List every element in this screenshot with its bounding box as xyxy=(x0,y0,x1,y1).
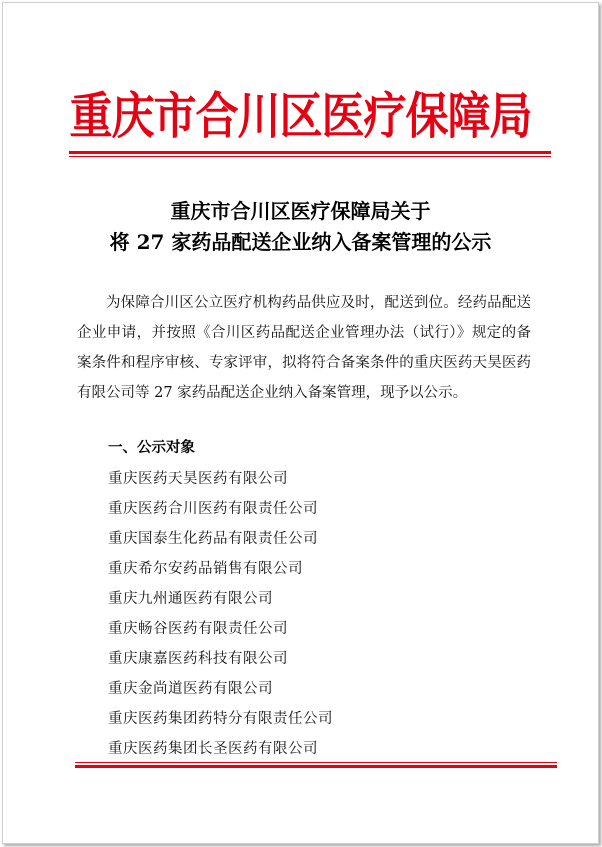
list-item: 重庆医药合川医药有限责任公司 xyxy=(108,501,318,517)
list-item: 重庆希尔安药品销售有限公司 xyxy=(108,561,303,577)
letterhead-rule-thin xyxy=(69,156,551,157)
letterhead-title: 重庆市合川区医疗保障局 xyxy=(69,88,532,146)
company-list xyxy=(108,464,333,764)
document-title-line2: 将 27 家药品配送企业纳入备案管理的公示 xyxy=(109,230,492,254)
list-item: 重庆金尚道医药有限公司 xyxy=(108,681,273,697)
list-item: 重庆九州通医药有限公司 xyxy=(108,591,273,607)
footer-rule-thin xyxy=(75,762,557,763)
list-item: 重庆医药天昊医药有限公司 xyxy=(108,471,288,487)
list-item: 重庆医药集团长圣医药有限公司 xyxy=(108,741,318,757)
list-item: 重庆医药集团药特分有限责任公司 xyxy=(108,711,333,727)
list-item: 重庆康嘉医药科技有限公司 xyxy=(108,651,288,667)
document-page xyxy=(2,2,599,844)
document-title-line1: 重庆市合川区医疗保障局关于 xyxy=(170,199,431,223)
list-item: 重庆国泰生化药品有限责任公司 xyxy=(108,531,318,547)
footer-rule-thick xyxy=(75,765,557,768)
body-paragraph: 为保障合川区公立医疗机构药品供应及时，配送到位。经药品配送企业申请，并按照《合川区药品配送企业管理办法（试行）》规定的备案条件和程序审核、专家评审，拟将符合备案条件的重庆医药天昊医药有限公司等 27 家药品配送企业纳入备案管理，现予以公示。 xyxy=(77,295,531,401)
letterhead-rule-thick xyxy=(69,151,551,154)
list-item: 重庆畅谷医药有限责任公司 xyxy=(108,621,288,637)
section-heading-objects: 一、公示对象 xyxy=(108,439,195,456)
